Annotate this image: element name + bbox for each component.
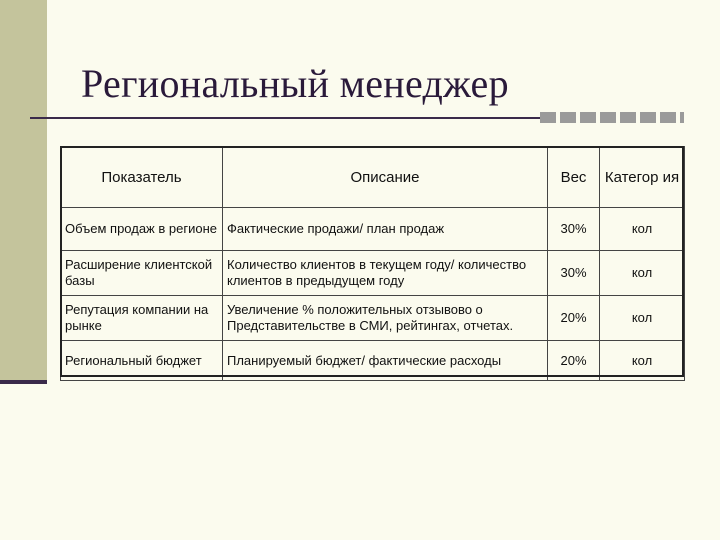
kpi-table: [60, 146, 685, 381]
cell-category: кол: [600, 208, 685, 251]
cell-description: Планируемый бюджет/ фактические расходы: [223, 341, 548, 381]
cell-description: Фактические продажи/ план продаж: [223, 208, 548, 251]
title-underline: [30, 117, 540, 119]
cell-weight: 20%: [548, 296, 600, 341]
cell-category: кол: [600, 251, 685, 296]
header-category: Категор ия: [600, 147, 685, 208]
side-accent-bar: [0, 0, 47, 382]
cell-category: кол: [600, 296, 685, 341]
table-header-row: [61, 147, 685, 208]
cell-weight: 30%: [548, 208, 600, 251]
header-description: Описание: [223, 147, 548, 208]
side-accent-bar-edge: [0, 380, 47, 384]
slide-title: Региональный менеджер: [81, 61, 509, 106]
table-row: [61, 341, 685, 381]
cell-category: кол: [600, 341, 685, 381]
title-underline-pattern: [540, 112, 684, 123]
header-indicator: Показатель: [61, 147, 223, 208]
cell-weight: 30%: [548, 251, 600, 296]
cell-description: Увеличение % положительных отзывово о Представительстве в СМИ, рейтингах, отчетах.: [223, 296, 548, 341]
header-weight: Вес: [548, 147, 600, 208]
cell-indicator: Расширение клиентской базы: [61, 251, 223, 296]
table-row: [61, 208, 685, 251]
table-row: [61, 296, 685, 341]
cell-indicator: Репутация компании на рынке: [61, 296, 223, 341]
cell-indicator: Региональный бюджет: [61, 341, 223, 381]
cell-description: Количество клиентов в текущем году/ количество клиентов в предыдущем году: [223, 251, 548, 296]
table-row: [61, 251, 685, 296]
cell-indicator: Объем продаж в регионе: [61, 208, 223, 251]
cell-weight: 20%: [548, 341, 600, 381]
